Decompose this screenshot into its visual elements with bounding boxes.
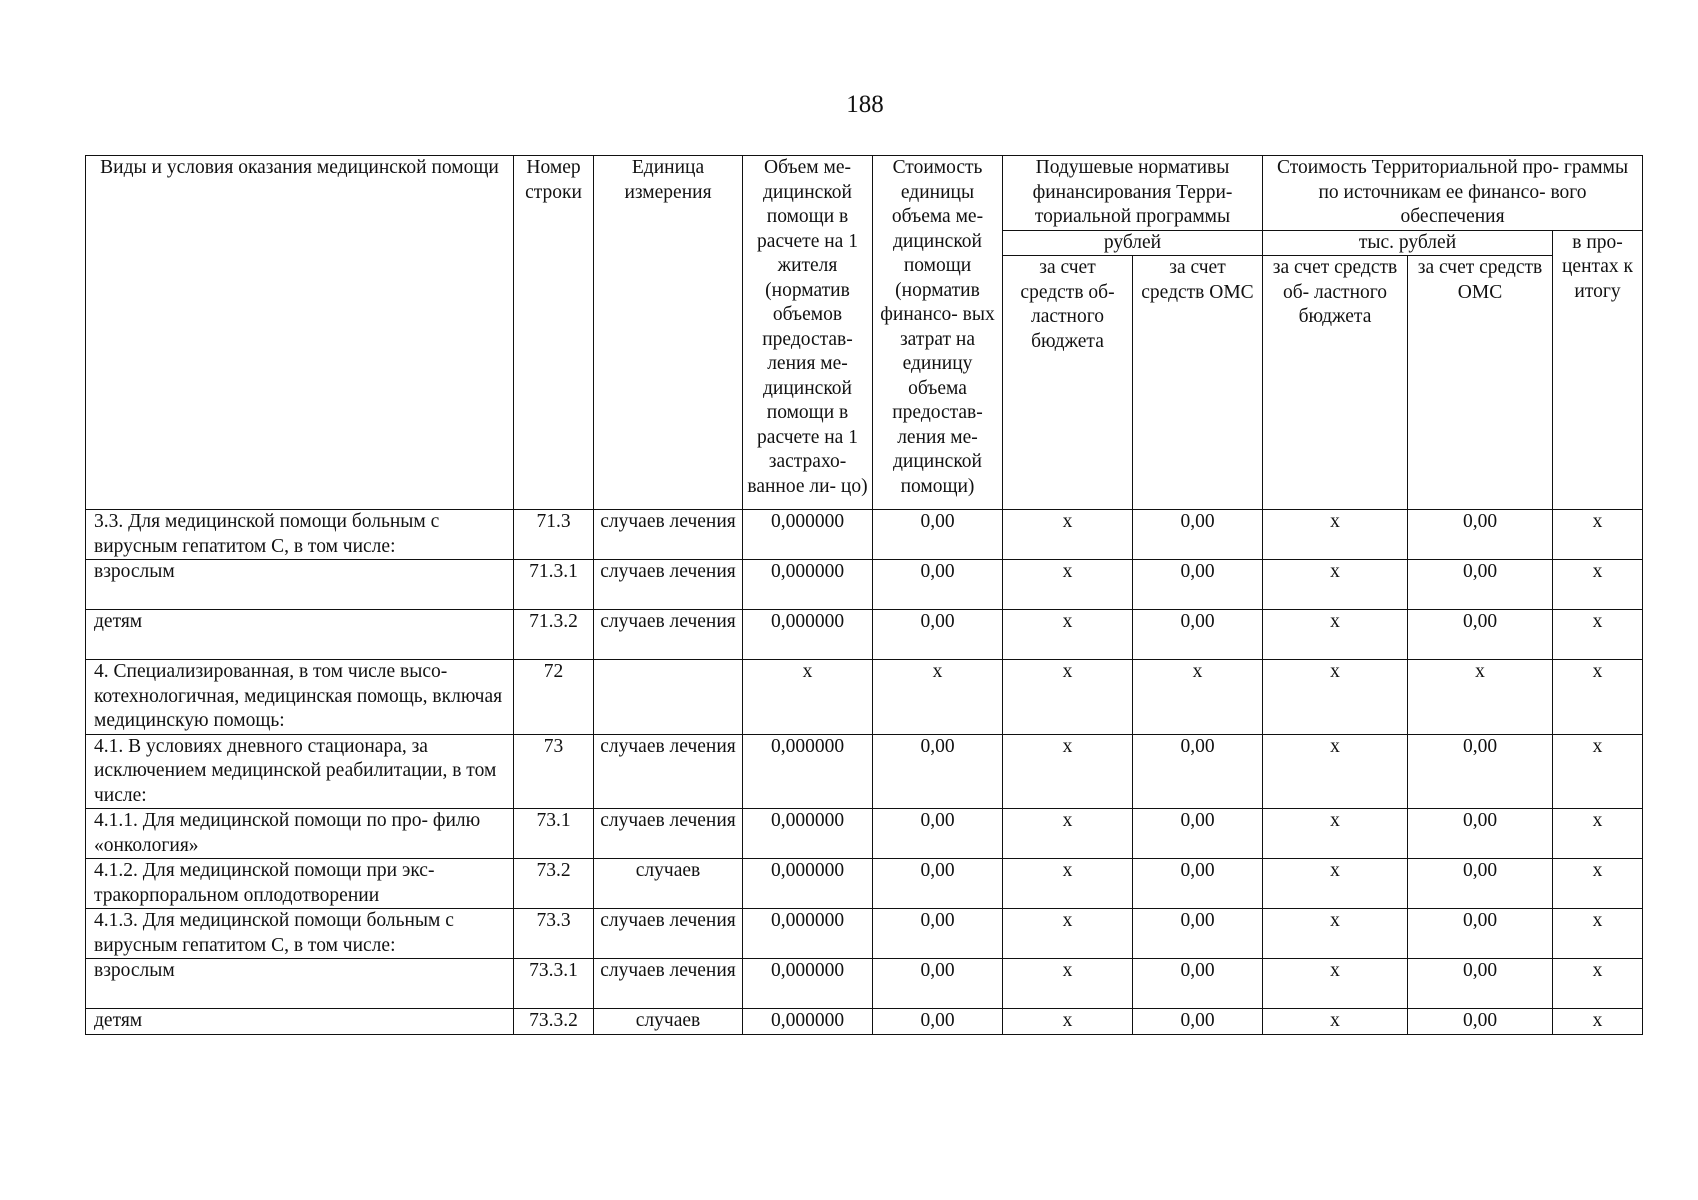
cell-name: детям <box>86 610 514 660</box>
cell-per-capita-budget: х <box>1003 560 1133 610</box>
cell-per-capita-oms: х <box>1133 660 1263 735</box>
header-per-capita-unit: рублей <box>1003 230 1263 256</box>
cell-volume: 0,000000 <box>743 1009 873 1035</box>
cell-unit: случаев лечения <box>594 610 743 660</box>
cell-volume: 0,000000 <box>743 560 873 610</box>
cell-per-capita-budget: х <box>1003 959 1133 1009</box>
cell-name: 4.1.1. Для медицинской помощи по про- филю «онкология» <box>86 809 514 859</box>
table-row <box>86 809 1643 859</box>
header-program-cost-oms: за счет средств ОМС <box>1408 256 1553 510</box>
cell-name: взрослым <box>86 560 514 610</box>
cell-unit: случаев <box>594 859 743 909</box>
cell-volume: 0,000000 <box>743 809 873 859</box>
header-volume: Объем ме- дицинской помощи в расчете на 1 жителя (норматив объемов предостав- ления ме- дицинской помощи в расчете на 1 застрахо- ванное ли- цо) <box>743 156 873 510</box>
cell-program-cost-oms: 0,00 <box>1408 809 1553 859</box>
cell-name: 4.1.3. Для медицинской помощи больным с вирусным гепатитом С, в том числе: <box>86 909 514 959</box>
cell-program-cost-oms: х <box>1408 660 1553 735</box>
cell-program-cost-budget: х <box>1263 610 1408 660</box>
cell-percent: х <box>1553 660 1643 735</box>
cell-percent: х <box>1553 1009 1643 1035</box>
cell-per-capita-budget: х <box>1003 734 1133 809</box>
cell-unit: случаев лечения <box>594 959 743 1009</box>
cell-cost: 0,00 <box>873 560 1003 610</box>
cell-volume: х <box>743 660 873 735</box>
cell-per-capita-budget: х <box>1003 510 1133 560</box>
cell-unit: случаев лечения <box>594 734 743 809</box>
cell-program-cost-oms: 0,00 <box>1408 909 1553 959</box>
cell-row-number: 73.1 <box>514 809 594 859</box>
header-unit: Единица измерения <box>594 156 743 510</box>
cell-unit: случаев лечения <box>594 909 743 959</box>
cell-per-capita-oms: 0,00 <box>1133 909 1263 959</box>
cell-program-cost-budget: х <box>1263 959 1408 1009</box>
cell-cost: 0,00 <box>873 859 1003 909</box>
cell-per-capita-budget: х <box>1003 809 1133 859</box>
cell-per-capita-oms: 0,00 <box>1133 859 1263 909</box>
header-name: Виды и условия оказания медицинской помощи <box>86 156 514 510</box>
header-program-cost-group: Стоимость Территориальной про- граммы по источникам ее финансо- вого обеспечения <box>1263 156 1643 231</box>
table-row <box>86 959 1643 1009</box>
cell-program-cost-oms: 0,00 <box>1408 859 1553 909</box>
cell-row-number: 73.3.1 <box>514 959 594 1009</box>
cell-volume: 0,000000 <box>743 859 873 909</box>
cell-program-cost-budget: х <box>1263 660 1408 735</box>
header-percent: в про- центах к итогу <box>1553 230 1643 510</box>
cell-name: детям <box>86 1009 514 1035</box>
cell-per-capita-budget: х <box>1003 1009 1133 1035</box>
header-cost: Стоимость единицы объема ме- дицинской помощи (норматив финансо- вых затрат на единицу объема предостав- ления ме- дицинской помощи) <box>873 156 1003 510</box>
table-row <box>86 510 1643 560</box>
cell-program-cost-budget: х <box>1263 909 1408 959</box>
cell-program-cost-budget: х <box>1263 510 1408 560</box>
financing-table <box>85 155 1643 1035</box>
cell-per-capita-oms: 0,00 <box>1133 959 1263 1009</box>
cell-percent: х <box>1553 909 1643 959</box>
cell-percent: х <box>1553 734 1643 809</box>
cell-row-number: 72 <box>514 660 594 735</box>
cell-program-cost-budget: х <box>1263 809 1408 859</box>
cell-row-number: 71.3.1 <box>514 560 594 610</box>
cell-name: взрослым <box>86 959 514 1009</box>
cell-per-capita-budget: х <box>1003 660 1133 735</box>
cell-cost: 0,00 <box>873 909 1003 959</box>
table-row <box>86 660 1643 735</box>
cell-percent: х <box>1553 959 1643 1009</box>
table-row <box>86 1009 1643 1035</box>
cell-row-number: 71.3 <box>514 510 594 560</box>
cell-program-cost-oms: 0,00 <box>1408 510 1553 560</box>
cell-unit: случаев лечения <box>594 560 743 610</box>
table-row <box>86 610 1643 660</box>
cell-per-capita-oms: 0,00 <box>1133 734 1263 809</box>
table-header <box>86 156 1643 510</box>
cell-per-capita-budget: х <box>1003 610 1133 660</box>
page-number: 188 <box>846 91 884 118</box>
cell-percent: х <box>1553 560 1643 610</box>
cell-percent: х <box>1553 510 1643 560</box>
header-per-capita-budget: за счет средств об- ластного бюджета <box>1003 256 1133 510</box>
cell-name: 4.1.2. Для медицинской помощи при экс- тракорпоральном оплодотворении <box>86 859 514 909</box>
cell-cost: 0,00 <box>873 959 1003 1009</box>
cell-cost: 0,00 <box>873 734 1003 809</box>
header-row-number: Номер строки <box>514 156 594 510</box>
cell-unit: случаев лечения <box>594 510 743 560</box>
cell-row-number: 71.3.2 <box>514 610 594 660</box>
cell-percent: х <box>1553 610 1643 660</box>
cell-volume: 0,000000 <box>743 734 873 809</box>
cell-name: 3.3. Для медицинской помощи больным с вирусным гепатитом С, в том числе: <box>86 510 514 560</box>
header-per-capita-oms: за счет средств ОМС <box>1133 256 1263 510</box>
cell-row-number: 73.3.2 <box>514 1009 594 1035</box>
cell-volume: 0,000000 <box>743 610 873 660</box>
cell-per-capita-oms: 0,00 <box>1133 510 1263 560</box>
cell-cost: х <box>873 660 1003 735</box>
cell-per-capita-oms: 0,00 <box>1133 809 1263 859</box>
cell-cost: 0,00 <box>873 610 1003 660</box>
table-row <box>86 560 1643 610</box>
cell-program-cost-budget: х <box>1263 859 1408 909</box>
cell-program-cost-budget: х <box>1263 734 1408 809</box>
cell-name: 4. Специализированная, в том числе высо- котехнологичная, медицинская помощь, включая медицинскую помощь: <box>86 660 514 735</box>
cell-per-capita-oms: 0,00 <box>1133 560 1263 610</box>
cell-unit <box>594 660 743 735</box>
cell-program-cost-oms: 0,00 <box>1408 560 1553 610</box>
table-row <box>86 859 1643 909</box>
cell-percent: х <box>1553 859 1643 909</box>
cell-per-capita-oms: 0,00 <box>1133 1009 1263 1035</box>
cell-percent: х <box>1553 809 1643 859</box>
cell-name: 4.1. В условиях дневного стационара, за исключением медицинской реабилитации, в том числе: <box>86 734 514 809</box>
header-program-cost-unit: тыс. рублей <box>1263 230 1553 256</box>
cell-row-number: 73.2 <box>514 859 594 909</box>
cell-row-number: 73.3 <box>514 909 594 959</box>
table-body <box>86 510 1643 1035</box>
cell-per-capita-oms: 0,00 <box>1133 610 1263 660</box>
cell-program-cost-oms: 0,00 <box>1408 959 1553 1009</box>
table-row <box>86 909 1643 959</box>
cell-volume: 0,000000 <box>743 909 873 959</box>
cell-row-number: 73 <box>514 734 594 809</box>
cell-unit: случаев лечения <box>594 809 743 859</box>
cell-program-cost-oms: 0,00 <box>1408 734 1553 809</box>
header-program-cost-budget: за счет средств об- ластного бюджета <box>1263 256 1408 510</box>
cell-cost: 0,00 <box>873 809 1003 859</box>
cell-volume: 0,000000 <box>743 959 873 1009</box>
cell-per-capita-budget: х <box>1003 859 1133 909</box>
cell-cost: 0,00 <box>873 510 1003 560</box>
cell-unit: случаев <box>594 1009 743 1035</box>
cell-program-cost-oms: 0,00 <box>1408 610 1553 660</box>
cell-program-cost-oms: 0,00 <box>1408 1009 1553 1035</box>
table-row <box>86 734 1643 809</box>
cell-program-cost-budget: х <box>1263 560 1408 610</box>
cell-cost: 0,00 <box>873 1009 1003 1035</box>
cell-per-capita-budget: х <box>1003 909 1133 959</box>
header-per-capita-group: Подушевые нормативы финансирования Терри- ториальной программы <box>1003 156 1263 231</box>
cell-program-cost-budget: х <box>1263 1009 1408 1035</box>
cell-volume: 0,000000 <box>743 510 873 560</box>
